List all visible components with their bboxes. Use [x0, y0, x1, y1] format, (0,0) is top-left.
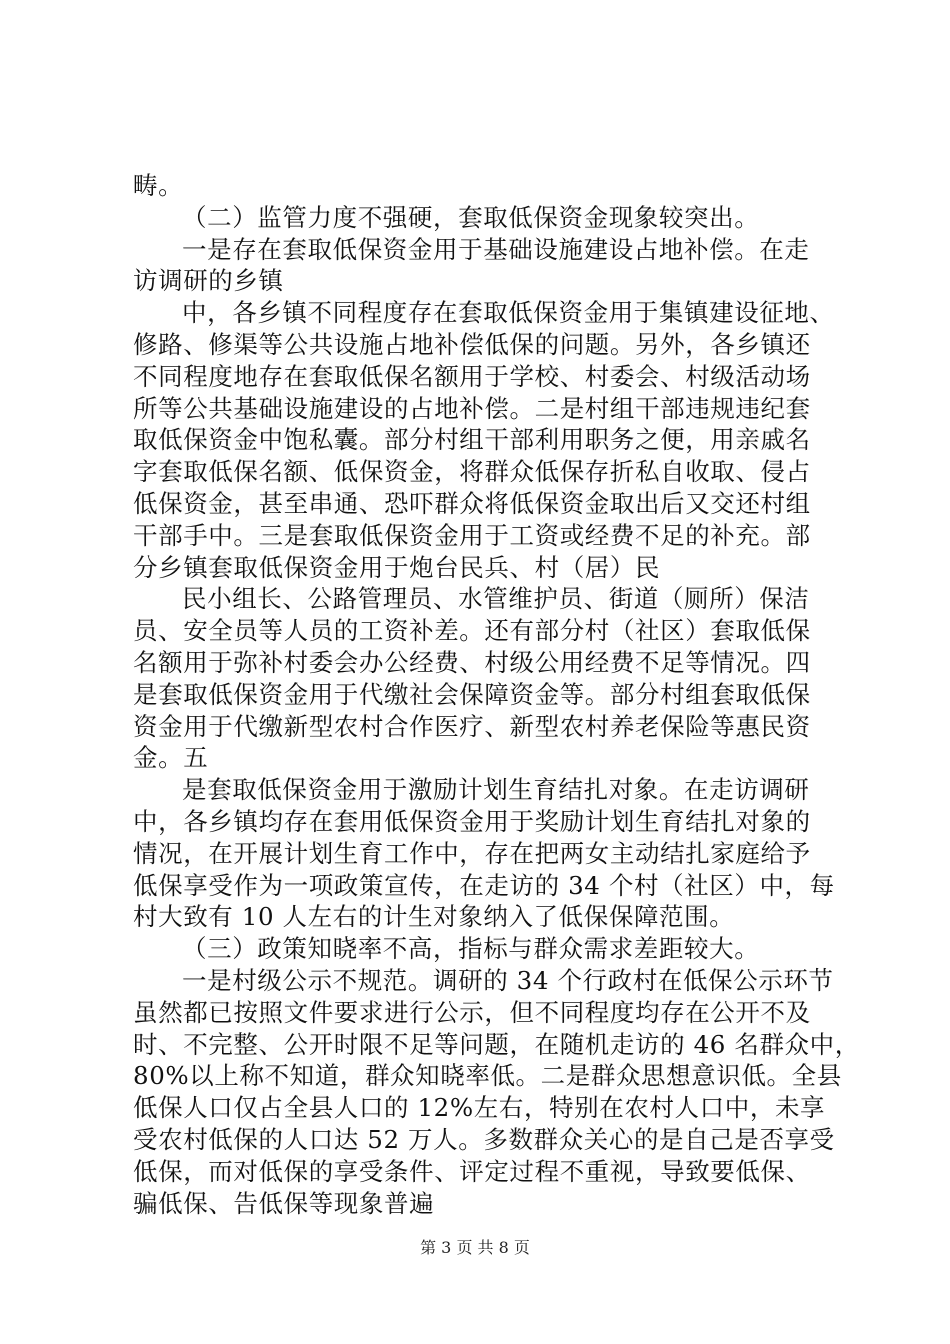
text-line: 村大致有 10 人左右的计生对象纳入了低保保障范围。: [133, 902, 735, 932]
text-line: 是套取低保资金用于代缴社会保障资金等。部分村组套取低保: [133, 679, 811, 709]
text-line: 受农村低保的人口达 52 万人。多数群众关心的是自己是否享受: [133, 1124, 835, 1154]
text-line: 低保享受作为一项政策宣传，在走访的 34 个村（社区）中，每: [133, 870, 835, 900]
text-line: 访调研的乡镇: [133, 266, 284, 296]
text-line: 一是村级公示不规范。调研的 34 个行政村在低保公示环节: [182, 965, 834, 995]
text-line: 员、安全员等人员的工资补差。还有部分村（社区）套取低保: [133, 616, 811, 646]
text-line: 民小组长、公路管理员、水管维护员、街道（厕所）保洁: [182, 584, 810, 614]
text-line: 时、不完整、公开时限不足等问题，在随机走访的 46 名群众中，: [133, 1029, 860, 1059]
text-line: 低保资金，甚至串通、恐吓群众将低保资金取出后又交还村组: [133, 488, 811, 518]
text-line: 干部手中。三是套取低保资金用于工资或经费不足的补充。部: [133, 520, 811, 550]
text-line: 情况，在开展计划生育工作中，存在把两女主动结扎家庭给予: [133, 838, 811, 868]
text-line: 修路、修渠等公共设施占地补偿低保的问题。另外，各乡镇还: [133, 329, 811, 359]
text-line: 字套取低保名额、低保资金，将群众低保存折私自收取、侵占: [133, 457, 811, 487]
text-line: 虽然都已按照文件要求进行公示，但不同程度均存在公开不及: [133, 997, 811, 1027]
text-line: 金。五: [133, 743, 209, 773]
text-line: 名额用于弥补村委会办公经费、村级公用经费不足等情况。四: [133, 647, 811, 677]
text-line: 不同程度地存在套取低保名额用于学校、村委会、村级活动场: [133, 361, 811, 391]
section-heading: （三）政策知晓率不高，指标与群众需求差距较大。: [182, 934, 760, 964]
document-body: [133, 170, 860, 1219]
text-line: 中，各乡镇不同程度存在套取低保资金用于集镇建设征地、: [182, 298, 835, 328]
page-number-footer: 第 3 页 共 8 页: [420, 1238, 530, 1257]
section-heading: （二）监管力度不强硬，套取低保资金现象较突出。: [182, 202, 760, 232]
text-line: 一是存在套取低保资金用于基础设施建设占地补偿。在走: [182, 234, 810, 264]
text-line: 骗低保、告低保等现象普遍: [133, 1188, 435, 1218]
text-line: 取低保资金中饱私囊。部分村组干部利用职务之便，用亲戚名: [133, 425, 811, 455]
text-line: 低保人口仅占全县人口的 12%左右，特别在农村人口中，未享: [133, 1093, 826, 1123]
text-line: 80%以上称不知道，群众知晓率低。二是群众思想意识低。全县: [133, 1061, 842, 1091]
text-line: 低保，而对低保的享受条件、评定过程不重视，导致要低保、: [133, 1156, 811, 1186]
text-line: 所等公共基础设施建设的占地补偿。二是村组干部违规违纪套: [133, 393, 811, 423]
text-line: 分乡镇套取低保资金用于炮台民兵、村（居）民: [133, 552, 661, 582]
text-line: 畴。: [133, 171, 184, 200]
text-line: 资金用于代缴新型农村合作医疗、新型农村养老保险等惠民资: [133, 711, 811, 741]
text-line: 是套取低保资金用于激励计划生育结扎对象。在走访调研: [182, 775, 810, 805]
text-line: 中，各乡镇均存在套用低保资金用于奖励计划生育结扎对象的: [133, 806, 811, 836]
